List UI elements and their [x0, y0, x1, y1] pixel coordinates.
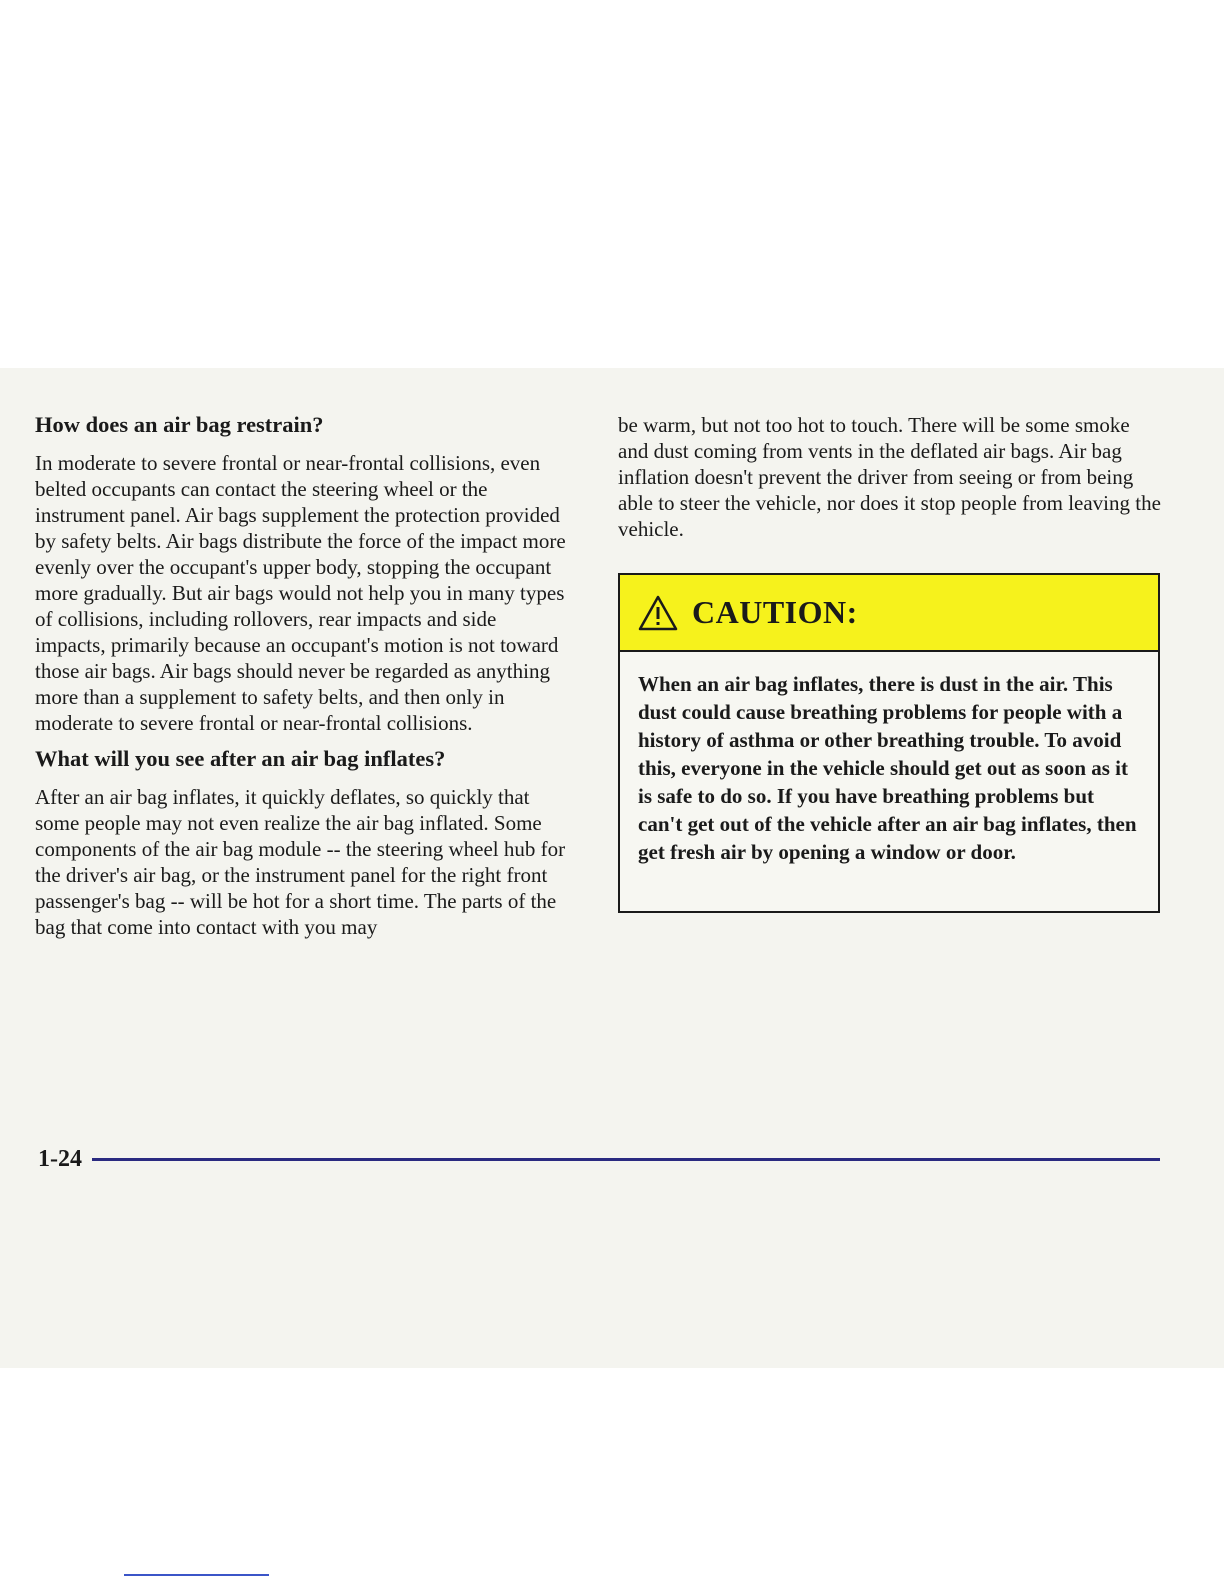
heading-after-inflation: What will you see after an air bag inflates? [35, 746, 446, 771]
page-footer [38, 1144, 1160, 1174]
paragraph-continued: be warm, but not too hot to touch. There will be some smoke and dust coming from vents in the deflated air bags. Air bag inflation doesn't prevent the driver from seeing or from being able to steer the vehicle, nor does it stop people from leaving the vehicle. [618, 413, 1161, 541]
page-number: 1-24 [38, 1145, 82, 1172]
right-column [618, 412, 1163, 552]
caution-title: CAUTION: [692, 594, 858, 630]
caution-header [620, 575, 1158, 652]
heading-how-air-bag-restrains: How does an air bag restrain? [35, 412, 324, 437]
footer-rule [92, 1158, 1160, 1161]
caution-text: When an air bag inflates, there is dust in the air. This dust could cause breathing problems for people with a history of asthma or other breathing trouble. To avoid this, everyone in the vehicle should get out as soon as it is safe to do so. If you have breathing problems but can't get out of the vehicle after an air bag inflates, then get fresh air by opening a window or door. [638, 672, 1137, 864]
caution-box [618, 573, 1160, 913]
paragraph-after-inflation: After an air bag inflates, it quickly deflates, so quickly that some people may not even realize the air bag inflated. Some components of the air bag module -- the steering wheel hub for the driver's air bag, or the instrument panel for the right front passenger's bag -- will be hot for a short time. The parts of the bag that come into contact with you may [35, 785, 566, 939]
warning-triangle-icon [638, 595, 678, 631]
link-underline [124, 1574, 269, 1576]
left-column [35, 412, 570, 950]
paragraph-restrain: In moderate to severe frontal or near-frontal collisions, even belted occupants can contact the steering wheel or the instrument panel. Air bags supplement the protection provided by safety belts. Air bags distribute the force of the impact more evenly over the occupant's upper body, stopping the occupant more gradually. But air bags would not help you in many types of collisions, including rollovers, rear impacts and side impacts, primarily because an occupant's motion is not toward those air bags. Air bags should never be regarded as anything more than a supplement to safety belts, and then only in moderate to severe frontal or near-frontal collisions. [35, 451, 566, 735]
